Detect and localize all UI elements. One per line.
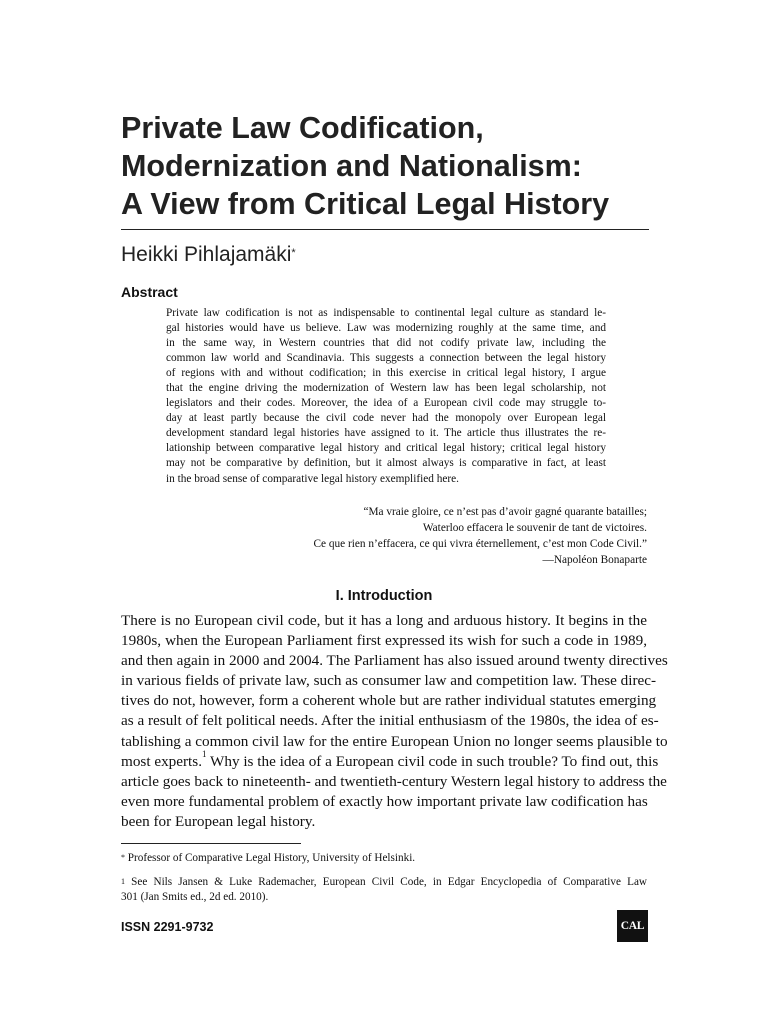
body-line: and then again in 2000 and 2004. The Parliament has also issued around twenty directives <box>121 652 668 670</box>
abstract-text <box>166 306 606 487</box>
abstract-line: development standard legal histories have assigned to it. The article thus illustrates the re- <box>166 427 606 440</box>
body-line-with-note <box>121 748 659 772</box>
abstract-heading: Abstract <box>121 284 178 300</box>
body-line: even more fundamental problem of exactly how important private law codification has <box>121 792 648 810</box>
abstract-line: of regions with and without codification; in this exercise in critical legal history, I argue <box>166 367 606 380</box>
abstract-line: that the engine driving the modernization of Western law has been legal scholarship, not <box>166 382 606 395</box>
author-name: Heikki Pihlajamäki <box>121 243 292 266</box>
footnote-divider <box>121 843 301 844</box>
cal-logo-text: CAL <box>620 920 645 932</box>
body-line: as a result of felt political needs. After the initial enthusiasm of the 1980s, the idea of es- <box>121 712 659 730</box>
article-title <box>121 109 681 223</box>
body-line: There is no European civil code, but it has a long and arduous history. It begins in the <box>121 612 647 629</box>
issn-label: ISSN 2291-9732 <box>121 920 214 934</box>
footnote-ref-1[interactable]: 1 <box>202 748 207 759</box>
epigraph-attribution: —Napoléon Bonaparte <box>542 554 647 566</box>
author-line <box>121 240 296 270</box>
epigraph-line: “Ma vraie gloire, ce n’est pas d’avoir gagné quarante batailles; <box>363 506 647 518</box>
abstract-line: gal histories would have us believe. Law was modernizing roughly at the same time, and <box>166 322 606 335</box>
abstract-line: Private law codification is not as indispensable to continental legal culture as standard le- <box>166 307 606 319</box>
body-line: been for European legal history. <box>121 812 316 830</box>
footnote-author <box>121 851 647 866</box>
footnote-marker: * <box>121 853 125 862</box>
footnote-line <box>121 875 647 890</box>
author-note-marker[interactable]: * <box>291 247 296 259</box>
abstract-line: in the same way, in Western countries that did not codify private law, including the <box>166 337 606 350</box>
abstract-line: may not be comparative by definition, but it almost always is comparative in fact, at least <box>166 457 606 470</box>
title-divider <box>121 229 649 230</box>
body-line: tives do not, however, form a coherent whole but are rather individual statutes emerging <box>121 692 657 710</box>
body-text: most experts. <box>121 752 202 770</box>
abstract-line: lationship between comparative legal history and critical legal history; critical legal history <box>166 442 606 455</box>
title-line: Private Law Codification, <box>121 111 484 145</box>
body-line: 1980s, when the European Parliament first expressed its wish for such a code in 1989, <box>121 632 647 650</box>
cal-logo <box>617 910 648 942</box>
footnote-marker: 1 <box>121 877 125 886</box>
abstract-line: legislators and their codes. Moreover, the idea of a European civil code may struggle to- <box>166 397 606 410</box>
footnote-text: See Nils Jansen & Luke Rademacher, European Civil Code, in Edgar Encyclopedia of Comparative Law <box>125 876 647 888</box>
epigraph-line: Ce que rien n’effacera, ce qui vivra éternellement, c’est mon Code Civil.” <box>313 538 647 550</box>
footnote-1 <box>121 875 647 905</box>
title-line: Modernization and Nationalism: <box>121 149 582 183</box>
title-line: A View from Critical Legal History <box>121 187 610 221</box>
introduction-paragraph <box>121 611 668 832</box>
body-line: article goes back to nineteenth- and twentieth-century Western legal history to address the <box>121 772 667 790</box>
abstract-line: in the broad sense of comparative legal history exemplified here. <box>166 472 459 485</box>
abstract-line: day at least partly because the civil code never had the monopoly over European legal <box>166 412 606 425</box>
body-line: in various fields of private law, such as consumer law and competition law. These direc- <box>121 672 657 690</box>
section-heading-introduction: I. Introduction <box>335 588 433 604</box>
body-text: Why is the idea of a European civil code in such trouble? To find out, this <box>206 752 659 770</box>
footnote-text: Professor of Comparative Legal History, University of Helsinki. <box>127 852 416 864</box>
footnote-line: 301 (Jan Smits ed., 2d ed. 2010). <box>121 891 269 903</box>
footnote-line <box>121 851 647 866</box>
epigraph-line: Waterloo effacera le souvenir de tant de victoires. <box>422 522 647 534</box>
body-line: tablishing a common civil law for the entire European Union no longer seems plausible to <box>121 732 668 750</box>
abstract-line: common law world and Scandinavia. This suggests a connection between the legal history <box>166 352 606 365</box>
epigraph-quote <box>313 504 647 568</box>
